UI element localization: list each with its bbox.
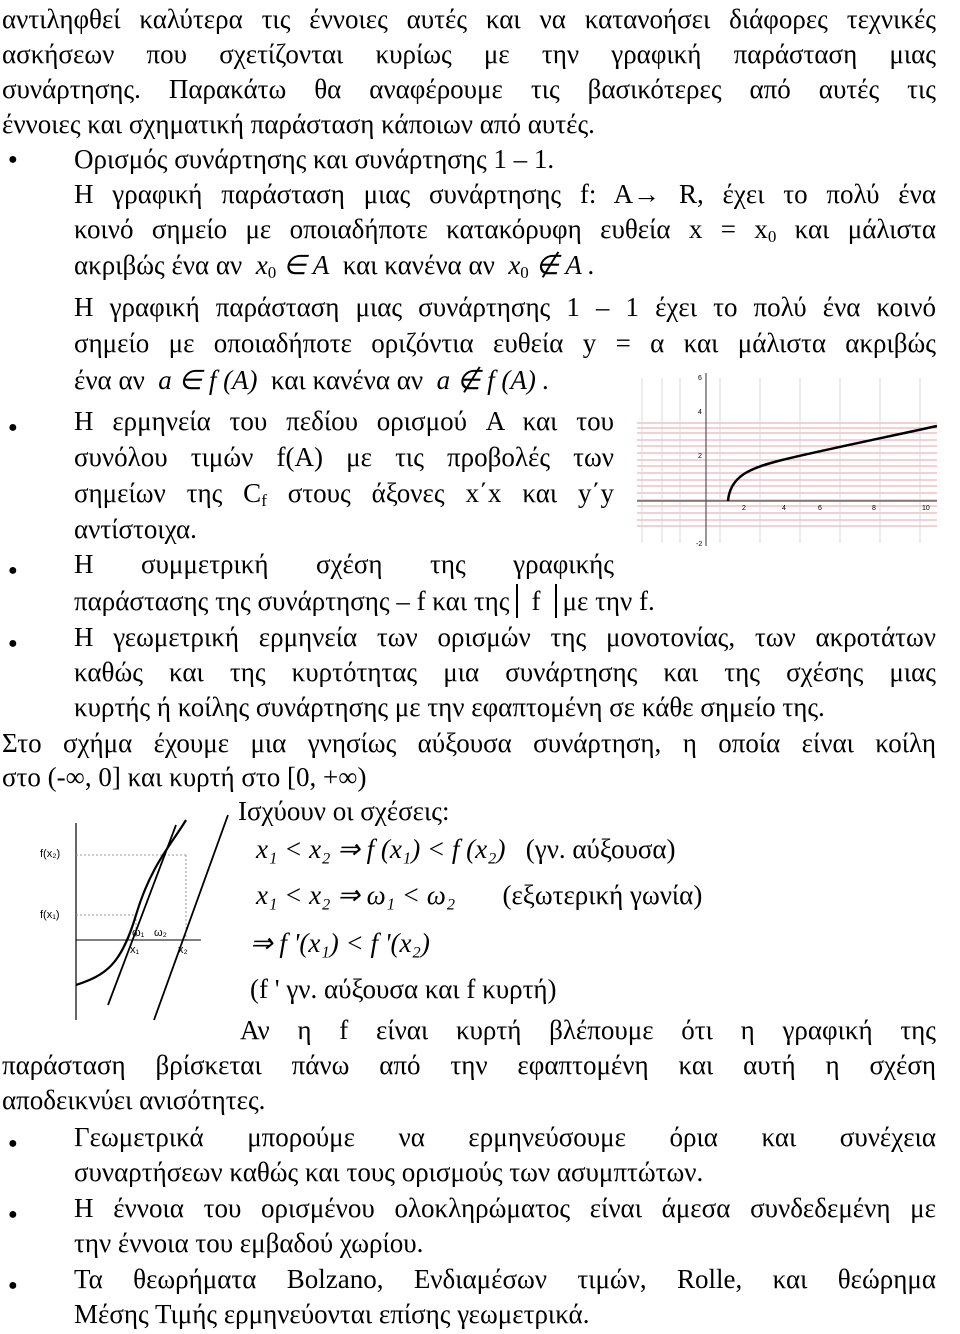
text-line: σημείων της $C_f$ στους άξονες x΄x και y΄y bbox=[74, 478, 614, 510]
bullet-icon: ● bbox=[8, 151, 18, 168]
bullet-icon: ● bbox=[8, 562, 18, 579]
text-line: Αν η f είναι κυρτή βλέπουμε ότι η γραφική της bbox=[240, 1015, 936, 1045]
text-line: Η γραφική παράσταση μιας συνάρτησης 1 – 1 έχει το πολύ ένα κοινό bbox=[74, 292, 936, 322]
text-line: σημείο με οποιαδήποτε οριζόντια ευθεία y = α και μάλιστα ακριβώς bbox=[74, 328, 936, 358]
omega1-label: ω₁ bbox=[132, 927, 145, 939]
text-line: ένα αν a ∈ f (A) και κανένα αν a ∉ f (A) . bbox=[74, 365, 550, 395]
text-line: συνάρτησης. Παρακάτω θα αναφέρουμε τις βασικότερες από αυτές τις bbox=[2, 74, 936, 104]
x-tick-label: 2 bbox=[742, 505, 746, 512]
text-line: στο (-∞, 0] και κυρτή στο [0, +∞) bbox=[2, 762, 367, 792]
text-line: αντίστοιχα. bbox=[74, 514, 197, 544]
x-tick-label: 10 bbox=[922, 505, 930, 512]
omega2-label: ω₂ bbox=[154, 927, 167, 939]
tangent-line-1 bbox=[108, 825, 176, 1005]
relation-2: x₁ < x₂ ⇒ ω₁ < ω₂ (εξωτερική γωνία) bbox=[256, 880, 703, 910]
x-tick-label: 6 bbox=[818, 505, 822, 512]
function-curve bbox=[728, 426, 937, 501]
bullet-icon: ● bbox=[8, 1206, 18, 1223]
text-line: Γεωμετρικά μπορούμε να ερμηνεύσουμε όρια και συνέχεια bbox=[74, 1122, 936, 1152]
bullet-icon: ● bbox=[8, 1135, 18, 1152]
bullet-icon: ● bbox=[8, 419, 18, 436]
relation-4: (f ' γν. αύξουσα και f κυρτή) bbox=[250, 974, 557, 1004]
text-line: Η έννοια του ορισμένου ολοκληρώματος είναι άμεσα συνδεδεμένη με bbox=[74, 1193, 936, 1223]
y-tick-label: 2 bbox=[698, 453, 702, 460]
text-line: Η γεωμετρική ερμηνεία των ορισμών της μονοτονίας, των ακροτάτων bbox=[74, 622, 936, 652]
text-line: παράστασης της συνάρτησης – f και της f με την f. bbox=[74, 586, 655, 616]
convexity-figure bbox=[36, 815, 236, 1025]
y-tick-label: 6 bbox=[698, 375, 702, 382]
relation-3: ⇒ f '(x₁) < f '(x₂) bbox=[250, 928, 430, 958]
text-line: ακριβώς ένα αν $x_0$ ∈ A και κανένα αν $x_0$ ∉ A . bbox=[74, 250, 595, 282]
text-line: κυρτής ή κοίλης συνάρτησης με την εφαπτομένη σε κάθε σημείο της. bbox=[74, 692, 825, 722]
text-line: Η γραφική παράσταση μιας συνάρτησης f: A→ R, έχει το πολύ ένα bbox=[74, 179, 936, 209]
text-line: συναρτήσεων καθώς και τους ορισμούς των ασυμπτώτων. bbox=[74, 1157, 704, 1187]
text-line: την έννοια του εμβαδού χωρίου. bbox=[74, 1228, 424, 1258]
bullet-icon: ● bbox=[8, 1277, 18, 1294]
text-line: κοινό σημείο με οποιαδήποτε κατακόρυφη ευθεία $x = x_0$ και μάλιστα bbox=[74, 214, 937, 246]
x-tick-label: 8 bbox=[872, 505, 876, 512]
function-graph-figure bbox=[632, 368, 942, 548]
bullet-icon: ● bbox=[8, 635, 18, 652]
text-line: Στο σχήμα έχουμε μια γνησίως αύξουσα συνάρτηση, η οποία είναι κοίλη bbox=[2, 728, 936, 758]
text-line: Η ερμηνεία του πεδίου ορισμού A και του bbox=[74, 406, 614, 436]
relation-1: x₁ < x₂ ⇒ f (x₁) < f (x₂) (γν. αύξουσα) bbox=[256, 834, 676, 864]
relations-heading: Ισχύουν οι σχέσεις: bbox=[238, 796, 450, 826]
tangent-line-2 bbox=[154, 815, 228, 1020]
text-line: έννοιες και σχηματική παράσταση κάποιων από αυτές. bbox=[2, 109, 595, 139]
fx1-label: f(x₁) bbox=[40, 909, 60, 921]
text-line: παράσταση βρίσκεται πάνω από την εφαπτομένη και αυτή η σχέση bbox=[2, 1050, 936, 1080]
text-line: ασκήσεων που σχετίζονται κυρίως με την γραφική παράσταση μιας bbox=[2, 39, 936, 69]
y-tick-label: -2 bbox=[696, 541, 703, 548]
y-tick-label: 4 bbox=[698, 409, 702, 416]
grid-lines bbox=[637, 423, 937, 526]
bullet-title: Ορισμός συνάρτησης και συνάρτησης 1 – 1. bbox=[74, 144, 555, 174]
x-tick-label: 4 bbox=[782, 505, 786, 512]
text-line: καθώς και της κυρτότητας μια συνάρτησης και της σχέσης μιας bbox=[74, 657, 936, 687]
fx2-label: f(x₂) bbox=[40, 848, 61, 860]
x1-label: x₁ bbox=[130, 944, 140, 956]
text-line: συνόλου τιμών f(A) με τις προβολές των bbox=[74, 442, 614, 472]
x2-label: x₂ bbox=[178, 944, 188, 956]
text-line: Η συμμετρική σχέση της γραφικής bbox=[74, 549, 614, 579]
text-line: Μέσης Τιμής ερμηνεύονται επίσης γεωμετρικά. bbox=[74, 1299, 590, 1329]
text-line: Τα θεωρήματα Bolzano, Ενδιαμέσων τιμών, Rolle, και θεώρημα bbox=[74, 1264, 936, 1294]
text-line: αποδεικνύει ανισότητες. bbox=[2, 1085, 266, 1115]
text-line: αντιληφθεί καλύτερα τις έννοιες αυτές και να κατανοήσει διάφορες τεχνικές bbox=[2, 4, 936, 34]
